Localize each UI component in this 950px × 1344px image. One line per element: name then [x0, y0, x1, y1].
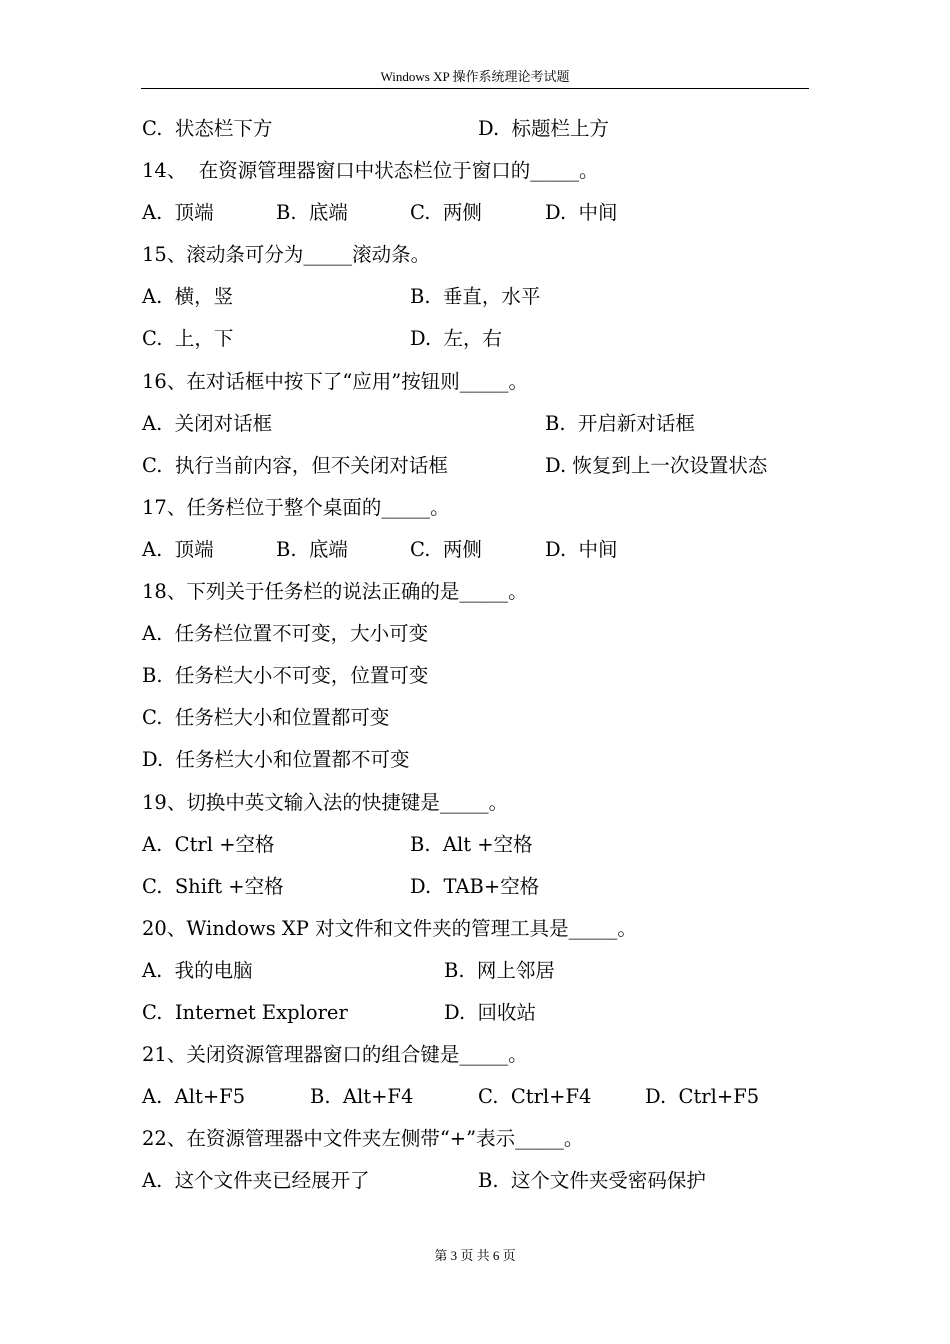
text-segment: B. 开启新对话框 — [545, 411, 695, 435]
text-line — [142, 655, 822, 697]
text-segment: C. 执行当前内容，但不关闭对话框 — [142, 453, 448, 477]
text-line — [142, 950, 822, 992]
text-line — [142, 697, 822, 739]
text-segment: A. 顶端 — [142, 201, 214, 225]
text-line — [142, 908, 822, 950]
text-line — [142, 445, 822, 487]
text-segment: 21、关闭资源管理器窗口的组合键是_____。 — [142, 1043, 528, 1067]
text-line — [142, 1118, 822, 1160]
text-segment: 16、在对话框中按下了“应用”按钮则_____。 — [142, 369, 529, 393]
text-segment: D. 标题栏上方 — [478, 117, 610, 140]
text-line — [142, 108, 822, 150]
text-line — [142, 234, 822, 276]
text-line — [142, 150, 822, 192]
text-segment: C. 任务栏大小和位置都可变 — [142, 706, 390, 730]
text-line — [142, 192, 822, 234]
text-segment: B. Alt +空格 — [410, 832, 533, 856]
text-segment: 14、 在资源管理器窗口中状态栏位于窗口的_____。 — [142, 159, 599, 183]
text-segment: A. 这个文件夹已经展开了 — [142, 1169, 370, 1193]
text-segment: 19、切换中英文输入法的快捷键是_____。 — [142, 790, 509, 814]
text-segment: D. 任务栏大小和位置都不可变 — [142, 748, 410, 772]
text-segment: A. 顶端 — [142, 537, 214, 561]
text-segment: B. Alt+F4 — [310, 1085, 414, 1109]
page-header: Windows XP 操作系统理论考试题 — [141, 68, 809, 89]
text-line — [142, 992, 822, 1034]
text-segment: C. 上，下 — [142, 327, 234, 351]
text-line — [142, 866, 822, 908]
text-segment: B. 底端 — [276, 537, 348, 561]
text-line — [142, 529, 822, 571]
text-segment: C. 状态栏下方 — [142, 117, 273, 140]
text-line — [142, 403, 822, 445]
text-segment: B. 垂直，水平 — [410, 285, 541, 309]
text-segment: C. Shift +空格 — [142, 874, 284, 898]
text-segment: D. Ctrl+F5 — [645, 1085, 760, 1109]
text-segment: A. Ctrl +空格 — [142, 832, 275, 856]
text-segment: A. Alt+F5 — [142, 1085, 246, 1109]
text-segment: 17、任务栏位于整个桌面的_____。 — [142, 495, 450, 519]
text-segment: A. 关闭对话框 — [142, 411, 273, 435]
text-line — [142, 824, 822, 866]
question-list — [142, 108, 822, 1202]
text-segment: D. 回收站 — [444, 1000, 537, 1024]
page-footer: 第 3 页 共 6 页 — [434, 1248, 516, 1263]
text-segment: B. 底端 — [276, 201, 348, 225]
text-line — [142, 1034, 822, 1076]
text-segment: D. 中间 — [545, 201, 618, 225]
text-segment: B. 网上邻居 — [444, 958, 555, 982]
text-segment: A. 我的电脑 — [142, 958, 253, 982]
text-line — [142, 276, 822, 318]
text-segment: A. 任务栏位置不可变，大小可变 — [142, 622, 429, 646]
text-segment: B. 这个文件夹受密码保护 — [478, 1169, 706, 1193]
text-segment: 20、Windows XP 对文件和文件夹的管理工具是_____。 — [142, 916, 637, 940]
text-segment: D. 恢复到上一次设置状态 — [545, 453, 768, 477]
text-segment: 18、下列关于任务栏的说法正确的是_____。 — [142, 580, 528, 604]
text-segment: C. Ctrl+F4 — [478, 1085, 592, 1109]
text-segment: D. TAB+空格 — [410, 874, 540, 898]
text-line — [142, 1076, 822, 1118]
text-line — [142, 318, 822, 360]
text-segment: C. 两侧 — [410, 537, 482, 561]
text-line — [142, 782, 822, 824]
text-segment: B. 任务栏大小不可变，位置可变 — [142, 664, 429, 688]
text-line — [142, 361, 822, 403]
text-line — [142, 487, 822, 529]
text-segment: C. Internet Explorer — [142, 1000, 348, 1024]
text-segment: A. 横，竖 — [142, 285, 234, 309]
text-line — [142, 739, 822, 781]
text-segment: 22、在资源管理器中文件夹左侧带“+”表示_____。 — [142, 1127, 584, 1151]
text-line — [142, 1160, 822, 1202]
text-segment: C. 两侧 — [410, 201, 482, 225]
text-segment: D. 左，右 — [410, 327, 503, 351]
text-line — [142, 571, 822, 613]
text-segment: 15、滚动条可分为_____滚动条。 — [142, 243, 431, 267]
text-segment: D. 中间 — [545, 537, 618, 561]
text-line — [142, 613, 822, 655]
